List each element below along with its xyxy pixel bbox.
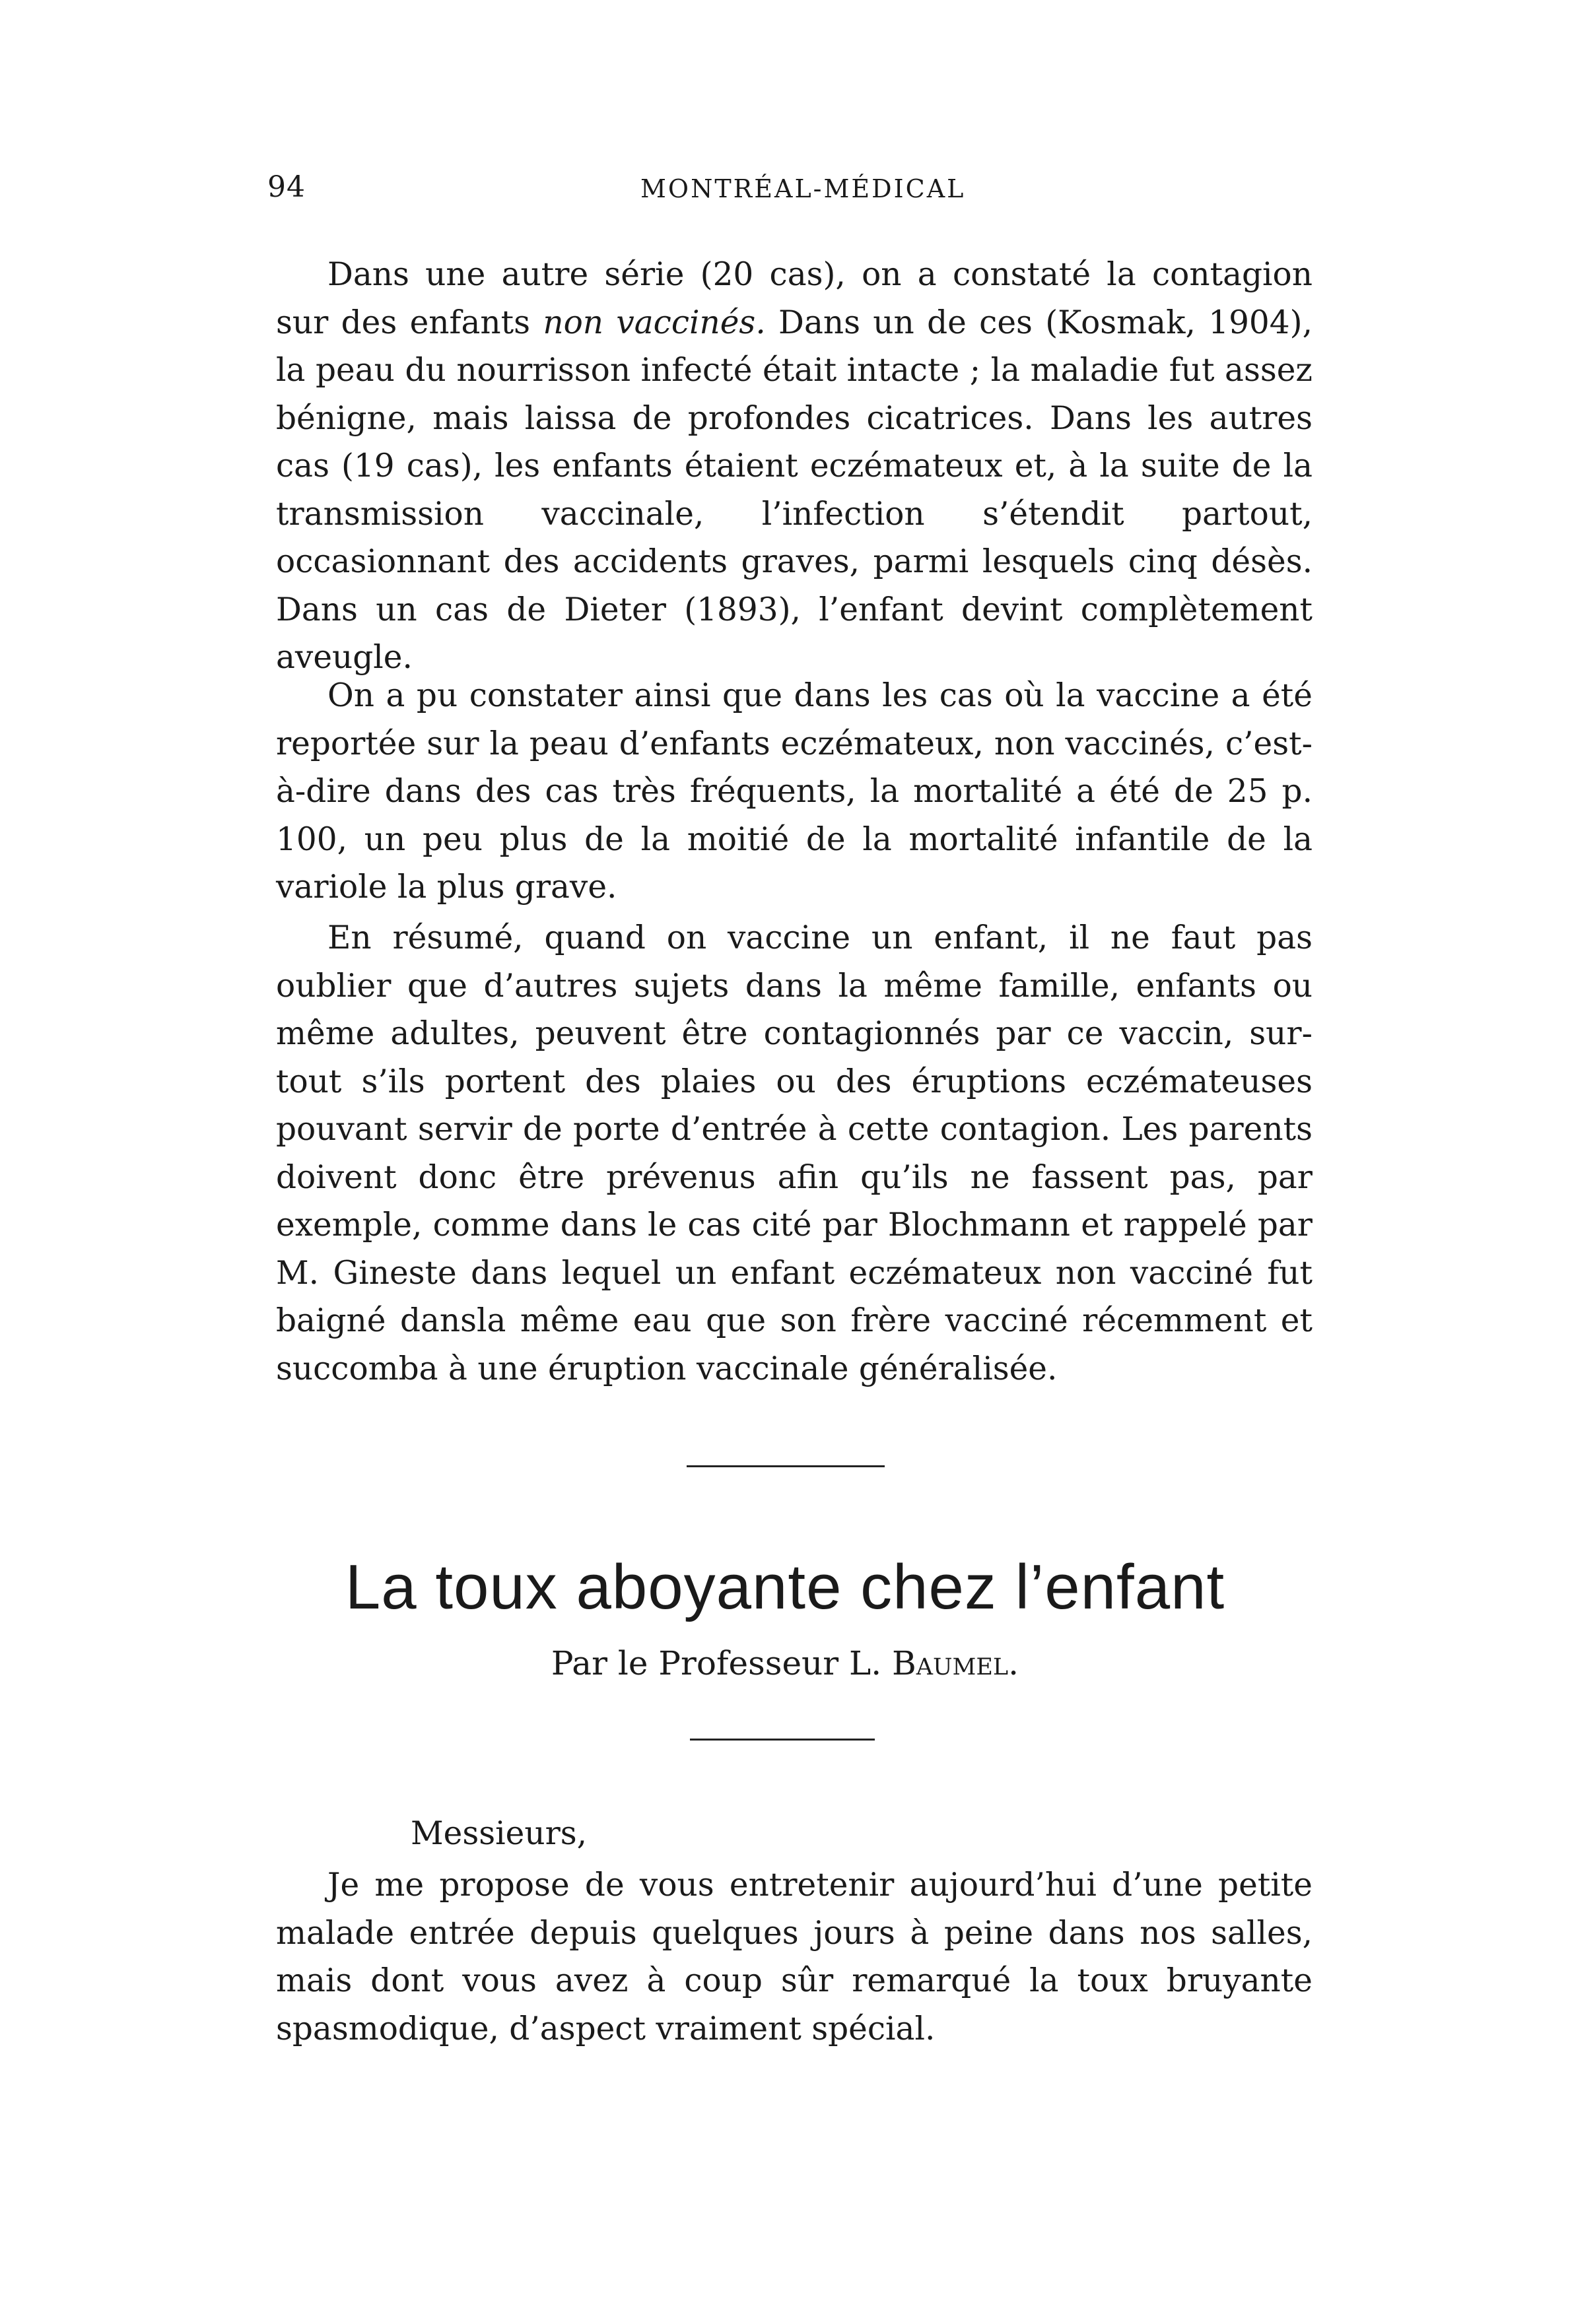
title-divider (690, 1739, 875, 1741)
journal-title: MONTRÉAL-MÉDICAL (640, 174, 966, 203)
italic-emphasis: non vaccinés. (543, 304, 766, 341)
paragraph-text: Dans une autre série (20 cas), on a constaté la contagion sur des enfants (276, 256, 1313, 341)
body-paragraph: On a pu constater ainsi que dans les cas où la vaccine a été reportée sur la peau d’enfants eczémateux, non vaccinés, c’est-à-dire dans des cas très fréquents, la mortalité a été de 25 p. 100, un peu plus de la moitié de la mortalité infantile de la variole la plus grave. (276, 677, 1313, 906)
byline-prefix: Par le Professeur L. (551, 1644, 893, 1682)
section-divider (687, 1465, 885, 1467)
body-paragraph: En résumé, quand on vaccine un enfant, il ne faut pas oublier que d’autres sujets dans la même famille, enfants ou même adultes, peuvent être contagionnés par ce vaccin, surtout s’ils portent des plaies ou des éruptions eczémateuses pouvant servir de porte d’entrée à cette contagion. Les parents doivent donc être prévenus afin qu’ils ne fassent pas, par exemple, comme dans le cas cité par Blochmann et rappelé par M. Gineste dans lequel un enfant eczémateux non vacciné fut baigné dansla même eau que son frère vacciné récemment et succomba à une éruption vaccinale généralisée. (276, 919, 1313, 1387)
running-head (267, 170, 1324, 210)
author-name: Baumel. (892, 1644, 1019, 1682)
article-title: La toux aboyante chez l’enfant (345, 1552, 1225, 1622)
page-number: 94 (267, 170, 306, 204)
body-paragraph (276, 251, 1313, 682)
salutation: Messieurs, (411, 1815, 588, 1852)
paragraph-text: Dans un de ces (Kosmak, 1904), la peau du nourrisson infecté était intacte ; la maladie fut assez bénigne, mais laissa de profondes cicatrices. Dans les autres cas (19 cas), les enfants étaient eczémateux et, à la suite de la transmission vaccinale, l’infection s’étendit partout, occasionnant des accidents graves, parmi lesquels cinq désès. Dans un cas de Dieter (1893), l’enfant devint complètement aveugle. (276, 304, 1313, 676)
body-paragraph: Je me propose de vous entretenir aujourd’hui d’une petite malade entrée depuis quelques jours à peine dans nos salles, mais dont vous avez à coup sûr remarqué la toux bruyante spasmodique, d’aspect vraiment spécial. (276, 1867, 1313, 2047)
byline (0, 1643, 1570, 1683)
